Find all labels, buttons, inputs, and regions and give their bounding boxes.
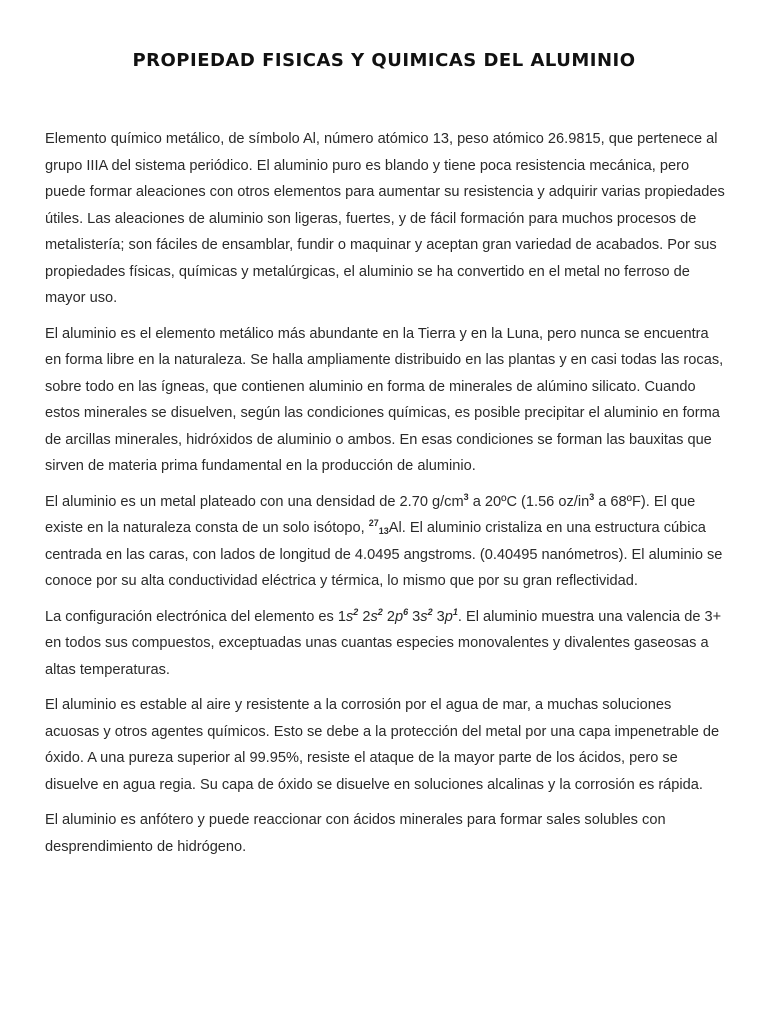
electrons-4: 2: [427, 606, 433, 617]
p3-text-a: El aluminio es un metal plateado con una densidad de 2.70 g/cm: [45, 493, 464, 510]
p3-text-b: a 20ºC (1.56 oz/in: [468, 493, 590, 510]
paragraph-3: [45, 489, 725, 595]
orbital-1: s: [345, 608, 354, 625]
isotope-mass-number: 27: [368, 518, 379, 528]
document-title: PROPIEDAD FISICAS Y QUIMICAS DEL ALUMINIO: [132, 50, 636, 71]
paragraph-1: Elemento químico metálico, de símbolo Al, número atómico 13, peso atómico 26.9815, que pertenece al grupo IIIA del sistema periódico. El aluminio puro es blando y tiene poca resistencia mecánica, pero puede formar aleaciones con otros elementos para aumentar su resistencia y adquirir varias propiedades útiles. Las aleaciones de aluminio son ligeras, fuertes, y de fácil formación para muchos procesos de metalistería; son fáciles de ensamblar, fundir o maquinar y aceptan gran variedad de acabados. Por sus propiedades físicas, químicas y metalúrgicas, el aluminio se ha convertido en el metal no ferroso de mayor uso.: [45, 131, 725, 306]
orbital-5: p: [444, 608, 453, 625]
p4-text-b: . El aluminio muestra una valencia de 3+ en todos sus compuestos, exceptuadas unas cuantas especies monovalentes y divalentes gaseosas a altas temperaturas.: [45, 608, 722, 678]
document-body: [45, 126, 725, 869]
paragraph-2: El aluminio es el elemento metálico más abundante en la Tierra y en la Luna, pero nunca se encuentra en forma libre en la naturaleza. Se halla ampliamente distribuido en las plantas y en casi todas las rocas, sobre todo en las ígneas, que contienen aluminio en forma de minerales de alúmino silicato. Cuando estos minerales se disuelven, según las condiciones químicas, es posible precipitar el aluminio en forma de arcillas minerales, hidróxidos de aluminio o ambos. En esas condiciones se forman las bauxitas que sirven de materia prima fundamental en la producción de aluminio.: [45, 325, 724, 474]
p3-superscript-2: 3: [589, 491, 595, 502]
p3-text-c: a 68ºF). El que existe en la naturaleza consta de un solo isótopo,: [45, 493, 696, 536]
orbital-3: p: [394, 608, 404, 625]
p3-text-d: Al. El aluminio cristaliza en una estructura cúbica centrada en las caras, con lados de longitud de 4.0495 angstroms. (0.40495 nanómetros). El aluminio se conoce por su alta conductividad eléctrica y térmica, lo mismo que por su gran reflectividad.: [45, 520, 723, 589]
isotope-atomic-number: 13: [378, 526, 389, 536]
shell-5: 3: [432, 608, 445, 625]
paragraph-6: El aluminio es anfótero y puede reaccionar con ácidos minerales para formar sales solubles con desprendimiento de hidrógeno.: [45, 812, 666, 855]
paragraph-5: El aluminio es estable al aire y resistente a la corrosión por el agua de mar, a muchas soluciones acuosas y otros agentes químicos. Esto se debe a la protección del metal por una capa impenetrable de óxido. A una pureza superior al 99.95%, resiste el ataque de la mayor parte de los ácidos, pero se disuelve en agua regia. Su capa de óxido se disuelve en soluciones alcalinas y la corrosión es rápida.: [45, 697, 720, 793]
electrons-1: 2: [353, 606, 359, 617]
orbital-4: s: [420, 608, 428, 625]
electrons-2: 2: [377, 606, 383, 617]
p3-superscript-1: 3: [463, 491, 469, 502]
paragraph-4: [45, 604, 725, 684]
electrons-5: 1: [452, 606, 458, 617]
electrons-3: 6: [403, 606, 409, 617]
shell-2: 2: [358, 608, 371, 625]
orbital-2: s: [370, 608, 378, 625]
p4-text-a: La configuración electrónica del elemento es 1: [45, 608, 346, 625]
shell-3: 2: [382, 608, 395, 625]
shell-4: 3: [408, 608, 421, 625]
